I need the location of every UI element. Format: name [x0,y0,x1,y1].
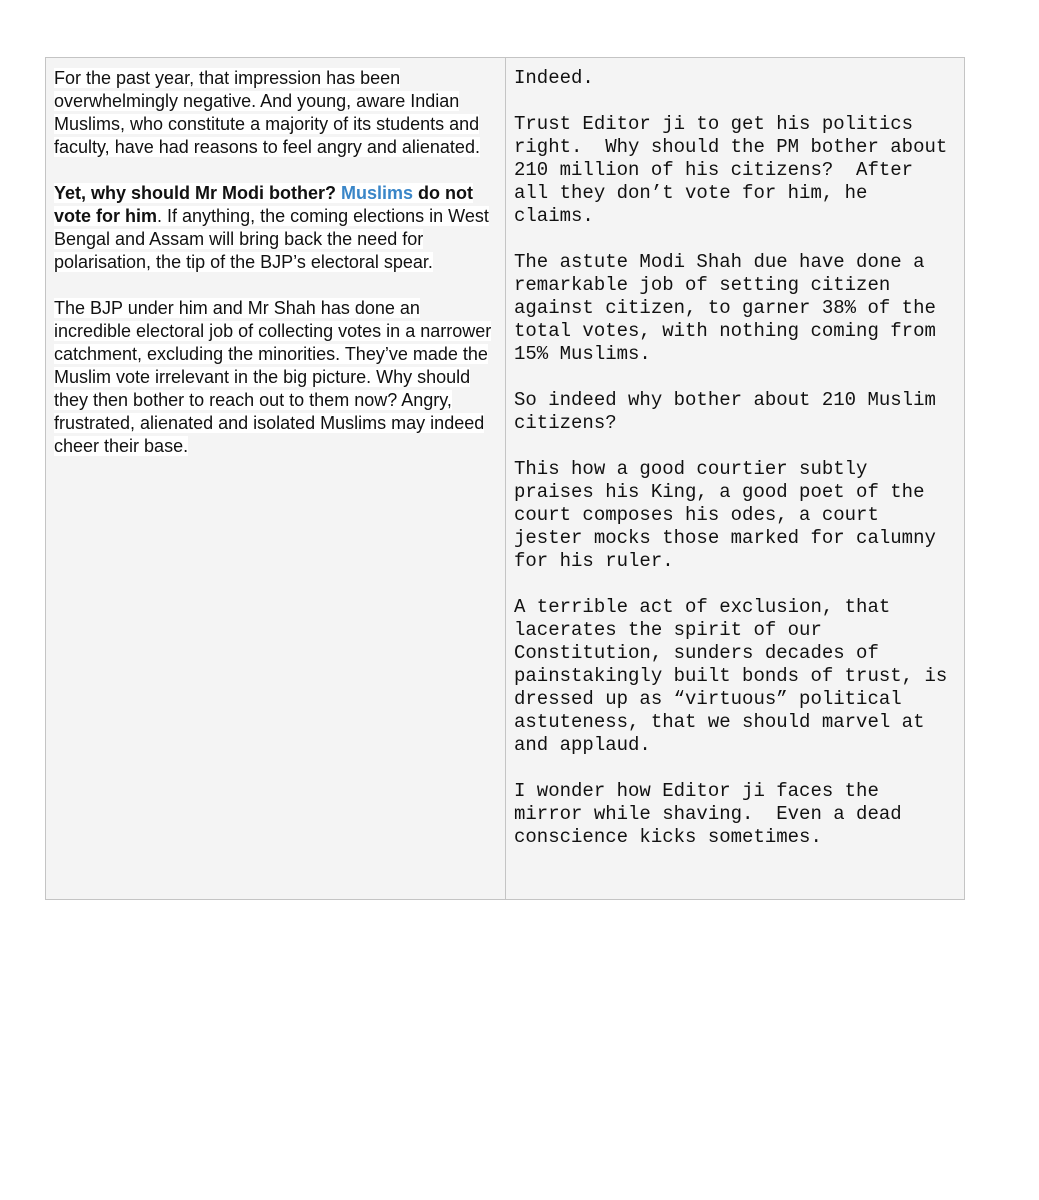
bold-statement: do not vote for him [54,183,474,226]
response-paragraph-4: So indeed why bother about 210 Muslim citizens? [514,389,948,434]
response-paragraph-2: Trust Editor ji to get his politics right. Why should the PM bother about 210 million of his citizens? After all they don’t vote for him, he claims. [514,113,959,227]
response-paragraph-6: A terrible act of exclusion, that lacerates the spirit of our Constitution, sunders decades of painstakingly built bonds of trust, is dressed up as “virtuous” political astuteness, that we should marvel at and applaud. [514,596,959,756]
response-paragraph-5: This how a good courtier subtly praises his King, a good poet of the court composes his odes, a court jester mocks those marked for calumny for his ruler. [514,458,948,572]
paragraph-2-rest: . If anything, the coming elections in West Bengal and Assam will bring back the need for polarisation, the tip of the BJP’s electoral spear. [54,206,489,272]
response-paragraph-1: Indeed. [514,67,594,89]
comparison-table [45,57,965,900]
quoted-article-column [46,58,506,899]
quote-paragraph-1: For the past year, that impression has been overwhelmingly negative. And young, aware Indian Muslims, who constitute a majority of its students and faculty, have had reasons to feel angry and alienated. [54,68,480,157]
muslims-link[interactable]: Muslims [341,183,414,203]
quote-paragraph-3: The BJP under him and Mr Shah has done an incredible electoral job of collecting votes in a narrower catchment, excluding the minorities. They’ve made the Muslim vote irrelevant in the big picture. Why should they then bother to reach out to them now? Angry, frustrated, alienated and isolated Muslims may indeed cheer their base. [54,298,492,456]
response-column [506,58,964,899]
bold-question: Yet, why should Mr Modi bother? [54,183,341,203]
response-paragraph-7: I wonder how Editor ji faces the mirror while shaving. Even a dead conscience kicks sometimes. [514,780,914,848]
response-paragraph-3: The astute Modi Shah due have done a remarkable job of setting citizen against citizen, to garner 38% of the total votes, with nothing coming from 15% Muslims. [514,251,948,365]
quote-paragraph-2 [54,182,497,274]
